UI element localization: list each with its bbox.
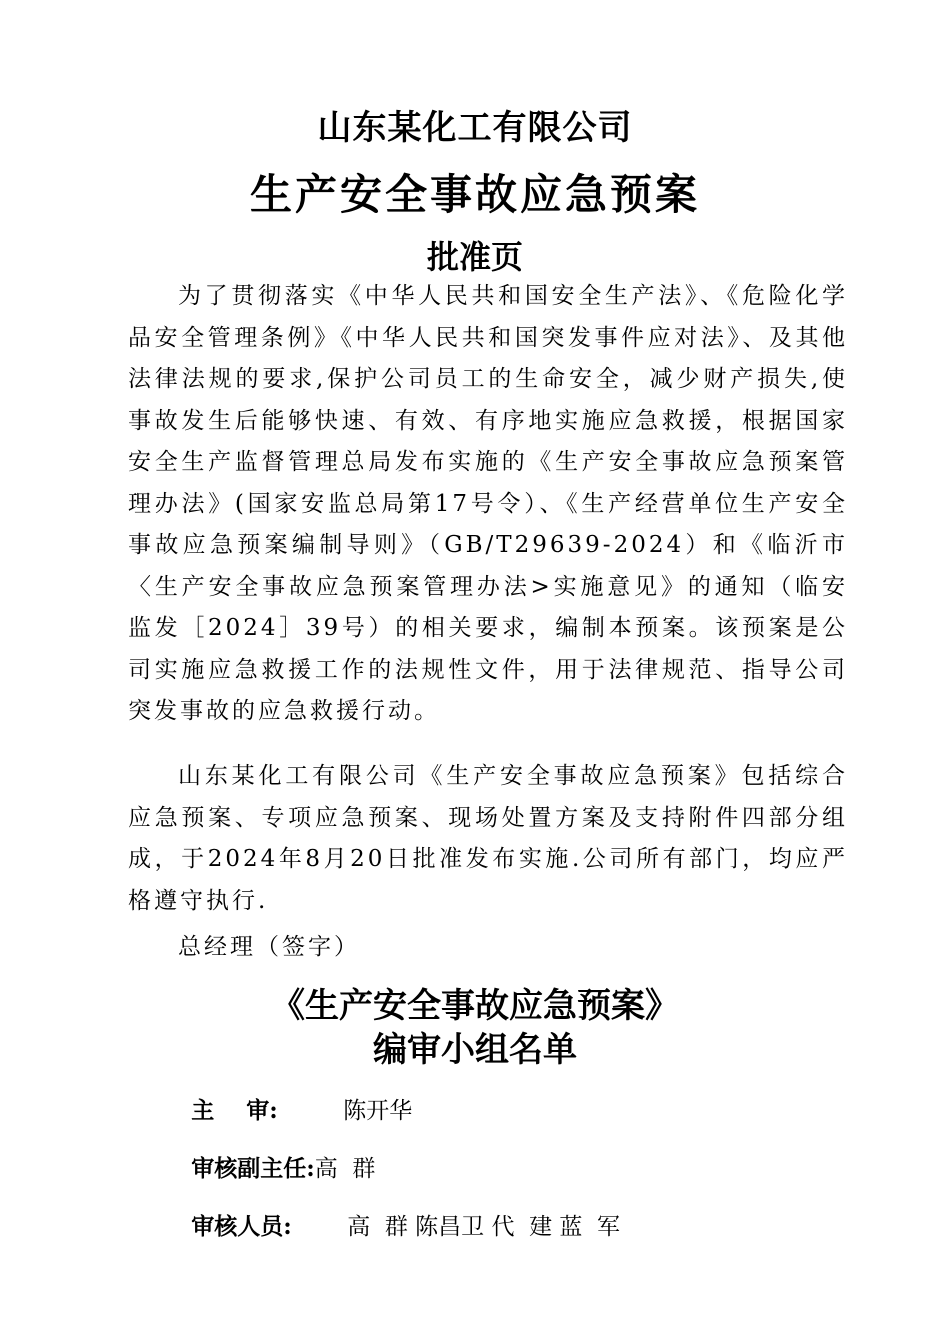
reviewers-label: 审核人员: (191, 1213, 292, 1240)
document-title: 生产安全事故应急预案 (249, 170, 700, 219)
chief-reviewer-value: 陈开华 (343, 1098, 413, 1124)
approval-paragraph-2: 山东某化工有限公司《生产安全事故应急预案》包括综合应急预案、专项应急预案、现场处置方案及支持附件四部分组成，于2024年8月20日批准发布实施.公司所有部门，均应严格遵守执行. (128, 763, 848, 914)
review-group-title: 《生产安全事故应急预案》 (271, 986, 679, 1026)
signature-line: 总经理（签字） (178, 934, 360, 960)
chief-reviewer-label: 主 审: (191, 1097, 278, 1124)
reviewers-row (162, 1182, 620, 1267)
approval-paragraph-1: 为了贯彻落实《中华人民共和国安全生产法》、《危险化学品安全管理条例》《中华人民共和国突发事件应对法》、及其他法律法规的要求,保护公司员工的生命安全，减少财产损失,使事故发生后能够快速、有效、有序地实施应急救援，根据国家安全生产监督管理总局发布实施的《生产安全事故应急预案管理办法》(国家安监总局第17号令）、《生产经营单位生产安全事故应急预案编制导则》（GB/T29639-2024）和《临沂市〈生产安全事故应急预案管理办法>实施意见》的通知（临安监发［2024］39号）的相关要求，编制本预案。该预案是公司实施应急救援工作的法规性文件，用于法律规范、指导公司突发事故的应急救援行动。 (128, 283, 848, 724)
reviewers-value: 高 群 陈昌卫 代 建 蓝 军 (347, 1214, 621, 1240)
review-group-subtitle: 编审小组名单 (373, 1030, 577, 1070)
deputy-director-label: 审核副主任: (191, 1155, 315, 1182)
approval-heading: 批准页 (426, 238, 523, 276)
company-name: 山东某化工有限公司 (317, 108, 633, 148)
deputy-director-value: 高 群 (314, 1156, 376, 1182)
